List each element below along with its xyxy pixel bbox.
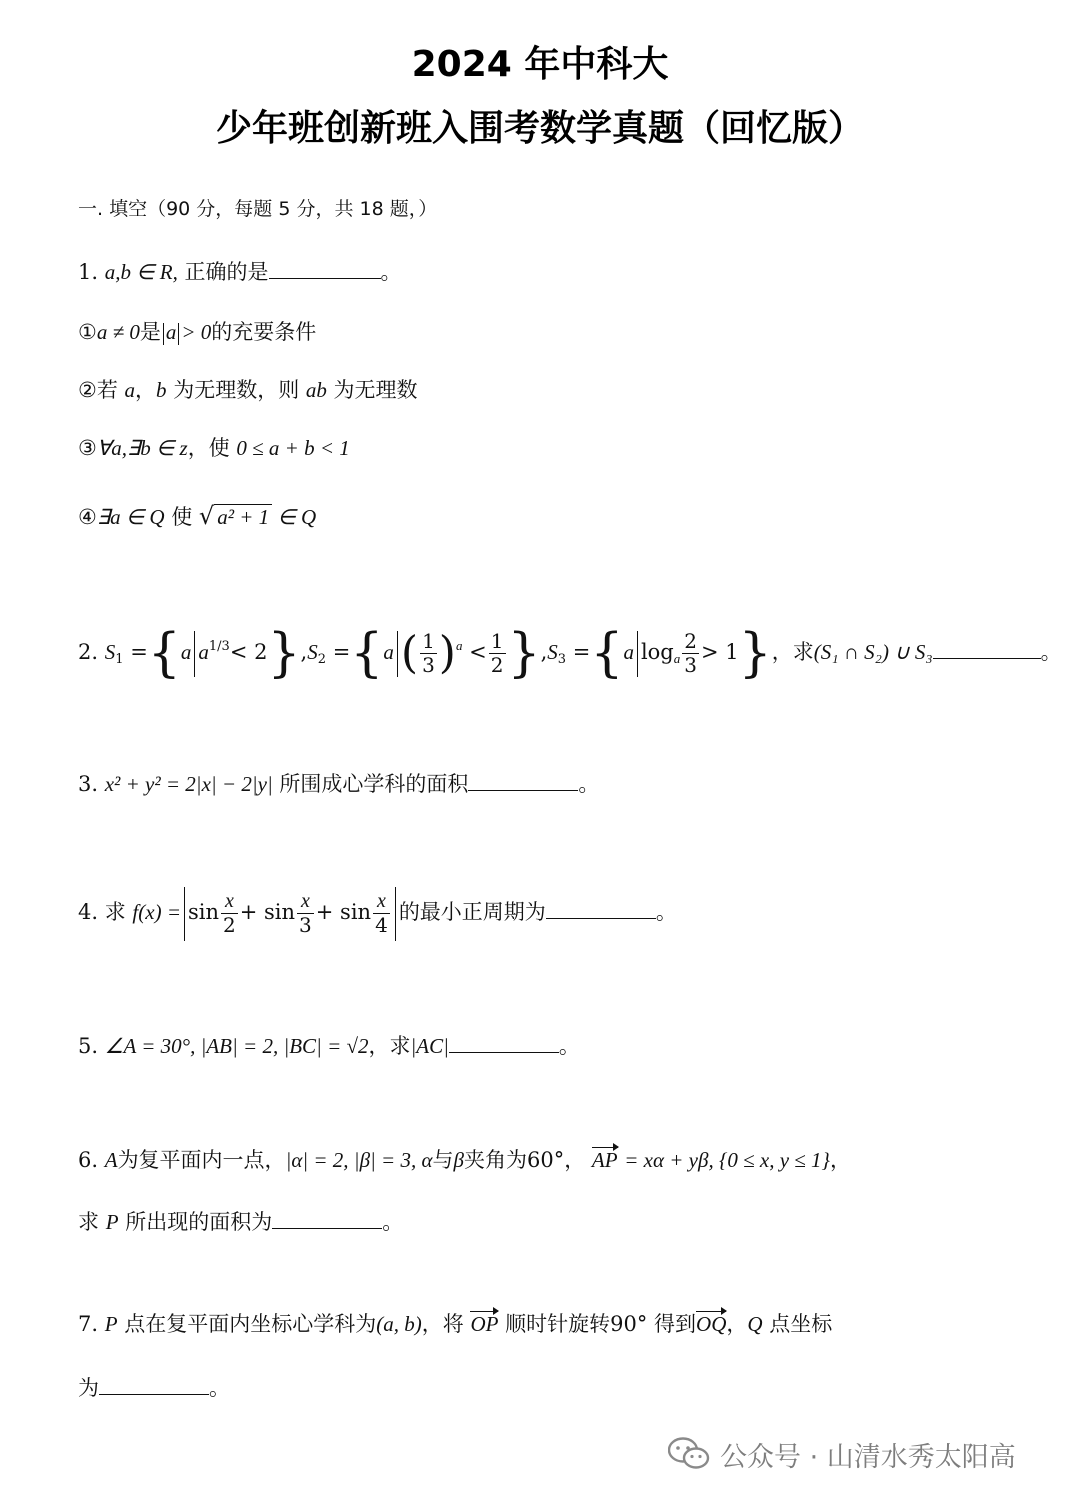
set-bar	[194, 631, 195, 677]
question-text: ，将	[421, 1312, 464, 1336]
question-text: 求	[104, 900, 126, 924]
option-marker: ④	[78, 505, 97, 529]
option-text: ，使	[187, 436, 237, 460]
log-base: a	[673, 651, 681, 666]
question-text: ，求	[771, 640, 814, 664]
abs-bar	[178, 323, 179, 345]
answer-blank[interactable]	[269, 258, 381, 279]
question-math: a,b ∈ R,	[104, 260, 178, 284]
period: 。	[209, 1376, 230, 1400]
set-condition: < 2	[229, 640, 268, 664]
question-math: f(x) =	[132, 900, 181, 924]
question-text: 所围成心学科的面积	[279, 772, 469, 796]
option-math: a ≠ 0	[96, 320, 140, 344]
period: 。	[1040, 640, 1062, 664]
option-math: ∃a ∈ Q	[96, 505, 165, 529]
question-math: = xα + yβ, {0 ≤ x, y ≤ 1}	[624, 1148, 830, 1172]
vector-op: OP	[470, 1312, 499, 1336]
question-text: ，求	[368, 1034, 411, 1058]
denominator: 3	[422, 653, 435, 677]
question-number: 4.	[78, 900, 99, 924]
option-2	[78, 380, 418, 401]
page-title-line1: 2024 年中科大	[411, 44, 669, 85]
option-marker: ②	[78, 378, 97, 402]
question-math: A	[104, 1148, 118, 1172]
sin-func: sin	[187, 900, 220, 924]
fraction	[420, 630, 437, 677]
question-text: 点坐标	[769, 1312, 833, 1336]
set-var: a	[383, 640, 394, 664]
answer-blank[interactable]	[449, 1032, 559, 1053]
question-math: β	[453, 1148, 464, 1172]
question-3	[78, 770, 599, 795]
set-condition: > 1	[700, 640, 739, 664]
question-text: 得到	[654, 1312, 697, 1336]
option-marker: ③	[78, 436, 97, 460]
sin-func: + sin	[239, 900, 296, 924]
set-condition: <	[469, 640, 487, 664]
option-text: 为无理数，则	[166, 378, 306, 402]
option-math: ∈ Q	[272, 505, 317, 529]
fraction	[221, 890, 238, 937]
question-text: ，	[726, 1312, 748, 1336]
question-text: 为	[78, 1376, 99, 1400]
denominator: 4	[375, 913, 388, 937]
wechat-icon	[668, 1437, 710, 1471]
option-math: a	[165, 320, 177, 344]
watermark-text: 公众号 · 山清水秀太阳高	[720, 1441, 1016, 1473]
question-math: 90°	[610, 1312, 648, 1336]
question-text: 的最小正周期为	[398, 900, 546, 924]
option-math: 0 ≤ a + b < 1	[236, 436, 350, 460]
question-math: |α| = 2, |β| = 3, α	[285, 1148, 433, 1172]
denominator: 3	[684, 653, 697, 677]
question-text: 夹角为	[463, 1148, 527, 1172]
question-text: 与	[432, 1148, 454, 1172]
option-text: 若	[96, 378, 125, 402]
set-name: S	[307, 640, 318, 664]
answer-blank[interactable]	[468, 770, 578, 791]
denominator: 3	[299, 913, 312, 937]
option-math: b	[156, 378, 167, 402]
option-math: a	[124, 378, 136, 402]
question-1	[78, 258, 402, 283]
question-math: (S₁ ∩ S₂) ∪ S₃	[813, 640, 933, 664]
question-number: 3.	[78, 772, 99, 796]
question-number: 5.	[78, 1034, 99, 1058]
period: 。	[558, 1034, 580, 1058]
question-text: 顺时针旋转	[505, 1312, 611, 1336]
answer-blank[interactable]	[933, 638, 1041, 659]
question-number: 2.	[78, 640, 99, 664]
answer-blank[interactable]	[99, 1374, 209, 1395]
abs-bar	[163, 323, 164, 345]
log-func: log	[640, 640, 674, 664]
question-math: 60°	[526, 1148, 565, 1172]
question-4	[78, 884, 677, 941]
set-name: S	[547, 640, 558, 664]
sqrt-sign: √	[198, 502, 215, 530]
set-var: a	[198, 640, 209, 664]
abs-bar	[395, 887, 396, 941]
option-text: 的充要条件	[211, 320, 317, 344]
question-math: P	[105, 1210, 119, 1234]
question-math: |AC|	[410, 1034, 449, 1058]
question-text: 求	[78, 1210, 99, 1234]
section-heading: 一. 填空（90 分，每题 5 分，共 18 题，）	[78, 198, 438, 220]
denominator: 2	[490, 653, 504, 677]
subscript: 2	[317, 652, 327, 667]
period: 。	[382, 1210, 404, 1234]
exponent: 1/3	[208, 639, 230, 654]
question-text: 所出现的面积为	[125, 1210, 273, 1234]
option-marker: ①	[78, 320, 97, 344]
question-7-line-1	[78, 1314, 832, 1335]
set-name: S	[104, 640, 116, 664]
question-text: ，	[564, 1148, 586, 1172]
numerator: x	[373, 890, 390, 914]
denominator: 2	[223, 913, 236, 937]
exponent: a	[455, 638, 463, 653]
question-text: ，	[829, 1148, 851, 1172]
answer-blank[interactable]	[272, 1208, 382, 1229]
numerator: 1	[490, 629, 504, 653]
set-var: a	[623, 640, 634, 664]
watermark	[668, 1432, 1016, 1476]
set-var: a	[180, 640, 192, 664]
period: 。	[380, 260, 402, 284]
left-brace: {	[147, 623, 181, 684]
question-math: ∠A = 30°, |AB| = 2, |BC| = √2	[104, 1034, 369, 1058]
option-4	[78, 504, 316, 530]
question-text: 点在复平面内坐标心学科为	[124, 1312, 377, 1336]
question-6-line-1	[78, 1150, 851, 1171]
question-math: Q	[747, 1312, 763, 1336]
fraction	[373, 890, 390, 937]
vector-oq: OQ	[696, 1312, 727, 1336]
subscript: 3	[557, 652, 567, 667]
page-title-line2: 少年班创新班入围考数学真题（回忆版）	[215, 108, 864, 149]
option-text: 使	[164, 505, 199, 529]
period: 。	[578, 772, 600, 796]
fraction	[297, 890, 314, 937]
sqrt-radicand: a² + 1	[214, 504, 272, 530]
option-1	[78, 322, 316, 345]
option-text: 是	[139, 320, 161, 344]
numerator: 2	[684, 629, 697, 653]
question-7-line-2	[78, 1374, 230, 1399]
right-brace: }	[267, 623, 301, 684]
option-math: ab	[305, 378, 327, 402]
fraction	[489, 630, 506, 677]
option-text: 为无理数	[326, 378, 418, 402]
question-text: 正确的是	[184, 260, 269, 284]
option-3	[78, 438, 350, 459]
left-brace: {	[350, 623, 384, 684]
numerator: x	[221, 890, 238, 914]
option-math: ∀a,∃b ∈ z	[96, 436, 188, 460]
answer-blank[interactable]	[546, 898, 656, 919]
sin-func: + sin	[315, 900, 372, 924]
right-brace: }	[738, 623, 772, 684]
question-6-line-2	[78, 1208, 403, 1233]
set-bar	[397, 631, 398, 677]
abs-bar	[184, 887, 185, 941]
numerator: 1	[422, 629, 435, 653]
question-text: 为复平面内一点，	[117, 1148, 286, 1172]
left-paren: (	[400, 627, 419, 679]
subscript: 1	[115, 652, 124, 667]
question-2: 2. $S_1 =\{a$ $a^{1/3}< 2\},S_2 =\{a$ ( $\frac{1}{3}$ )$^a$ < $\frac{1}{2}$ }$,S_3 =\{a$ $\log_a$ $\frac{2}{3}$ > 1}，求(S₁ ∩ S₂) ∪ S₃ 。	[78, 623, 1062, 684]
question-math: x² + y² = 2|x| − 2|y|	[104, 772, 273, 796]
question-number: 1.	[78, 260, 99, 284]
question-math: P	[104, 1312, 118, 1336]
question-5	[78, 1032, 580, 1057]
vector-ap: AP	[591, 1148, 618, 1172]
left-brace: {	[590, 623, 624, 684]
question-math: (a, b)	[376, 1312, 422, 1336]
period: 。	[655, 900, 677, 924]
right-brace: }	[507, 623, 541, 684]
fraction	[682, 630, 699, 677]
right-paren: )	[438, 627, 456, 679]
option-text: ，	[135, 378, 157, 402]
question-number: 6.	[78, 1148, 99, 1172]
set-bar	[637, 631, 638, 677]
question-number: 7.	[78, 1312, 99, 1336]
numerator: x	[297, 890, 314, 914]
option-math: > 0	[181, 320, 212, 344]
